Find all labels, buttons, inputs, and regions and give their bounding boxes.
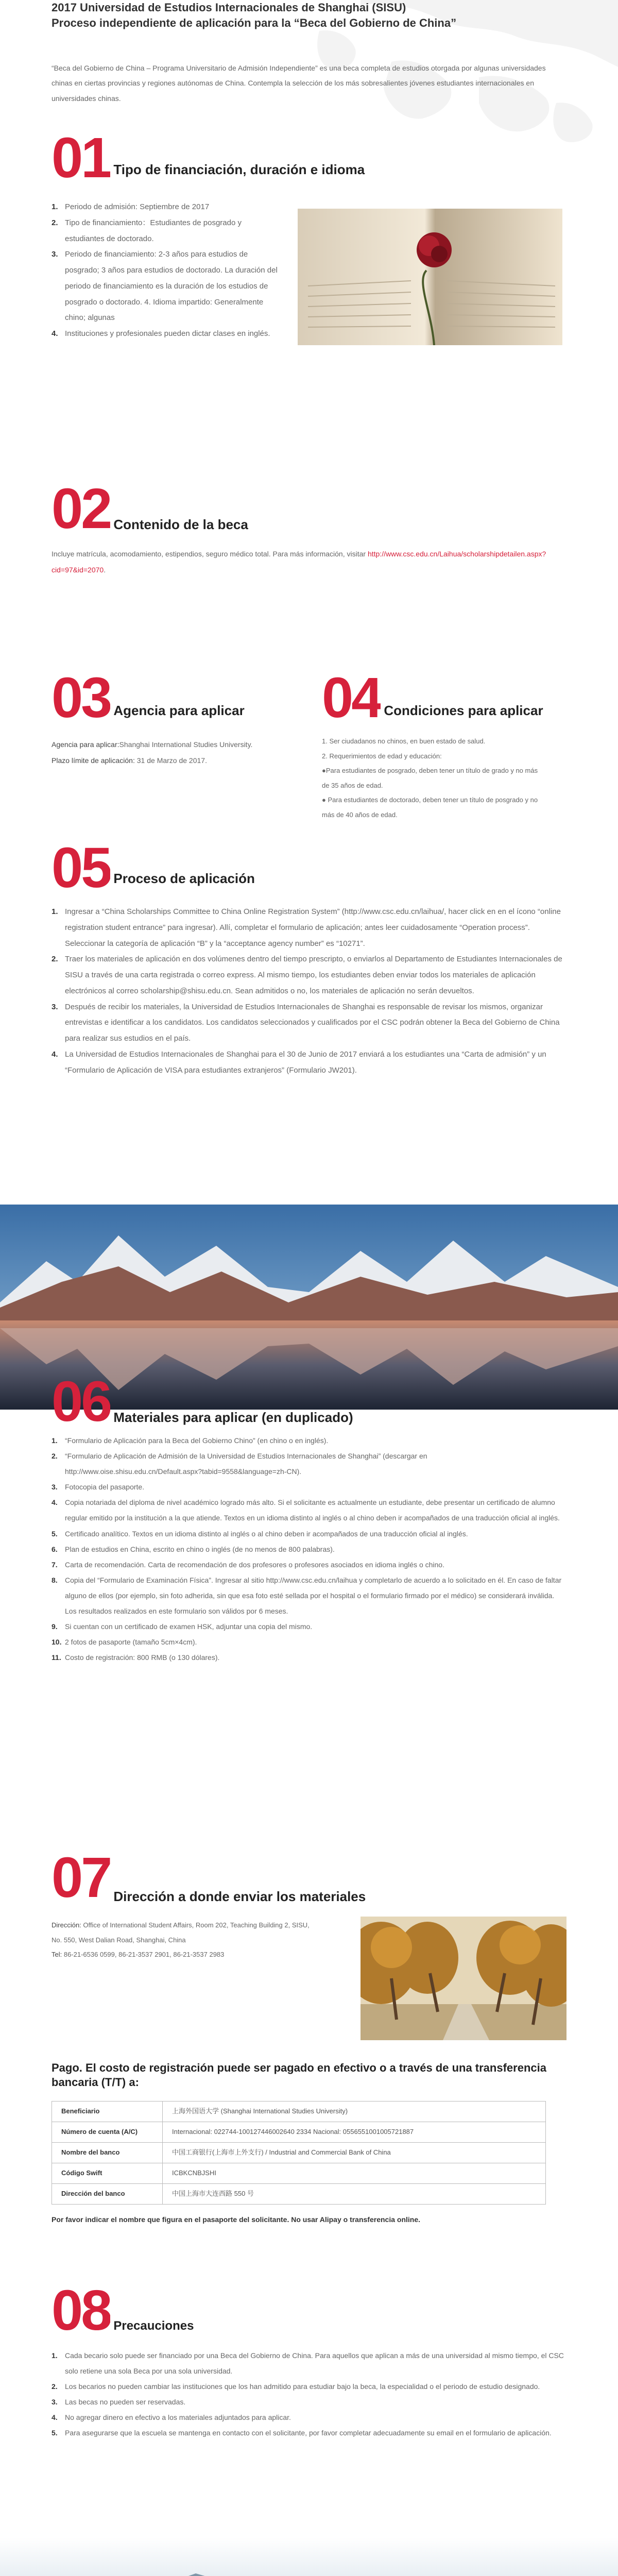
section-title: Dirección a donde enviar los materiales bbox=[113, 1889, 366, 1904]
section-title: Condiciones para aplicar bbox=[384, 703, 543, 718]
list-item: Copia del “Formulario de Examinación Física”. Ingresar al sitio http://www.csc.edu.cn/laihua y completarlo de acuerdo a lo solicitado en él. En caso de faltar alguno de ellos (por ejemplo, sin foto adherida, sin que esa foto esté sellada por el hospital o el formulario firmado por el médico) se considerará inválida. Los resultados realizados en este formulario son válidos por 6 meses. bbox=[65, 1575, 562, 1616]
list-item: Certificado analítico. Textos en un idioma distinto al inglés o al chino deben ir acompañados de una traducción oficial al inglés. bbox=[65, 1529, 468, 1538]
book-rose-image bbox=[298, 209, 562, 345]
condition-line: 2. Requerimientos de edad y educación: bbox=[322, 752, 442, 760]
process-list bbox=[52, 904, 564, 1078]
row-value: Internacional: 022744-100127446002640 2334 Nacional: 0556551001005721887 bbox=[163, 2122, 546, 2143]
section-02 bbox=[52, 486, 566, 578]
list-item: Carta de recomendación. Carta de recomendación de dos profesores o profesores asociados en idioma inglés o chino. bbox=[65, 1560, 444, 1569]
section-05-heading bbox=[52, 845, 566, 894]
funding-list bbox=[52, 199, 278, 342]
section-06 bbox=[52, 1379, 566, 1665]
section-08-heading bbox=[52, 2287, 566, 2336]
section-number: 03 bbox=[52, 675, 111, 724]
list-item: Para asegurarse que la escuela se mantenga en contacto con el solicitante, por favor completar adecuadamente su email en el formulario de aplicación. bbox=[65, 2429, 552, 2437]
section-02-heading bbox=[52, 486, 566, 535]
address-line bbox=[52, 1918, 319, 1947]
content-text-end: . bbox=[104, 565, 106, 574]
section-title: Tipo de financiación, duración e idioma bbox=[113, 162, 365, 177]
row-key: Beneficiario bbox=[52, 2102, 163, 2122]
section-05 bbox=[52, 845, 566, 1078]
table-row bbox=[52, 2122, 546, 2143]
section-title: Agencia para aplicar bbox=[113, 703, 245, 718]
list-item: Instituciones y profesionales pueden dictar clases en inglés. bbox=[65, 329, 270, 338]
conditions-list bbox=[322, 734, 538, 823]
section-number: 08 bbox=[52, 2287, 111, 2336]
tel-label: Tel: bbox=[52, 1951, 62, 1959]
section-07-heading bbox=[52, 1855, 566, 1904]
list-item: Periodo de admisión: Septiembre de 2017 bbox=[65, 202, 210, 211]
bottom-landscape-image bbox=[0, 2537, 618, 2576]
section-number: 01 bbox=[52, 135, 111, 184]
table-row bbox=[52, 2184, 546, 2205]
list-item: Costo de registración: 800 RMB (o 130 dólares). bbox=[65, 1653, 220, 1662]
section-04 bbox=[322, 675, 566, 823]
section-number: 05 bbox=[52, 845, 111, 894]
section-number: 04 bbox=[322, 675, 381, 724]
table-row bbox=[52, 2163, 546, 2184]
precautions-list bbox=[52, 2348, 564, 2441]
deadline-label: Plazo límite de aplicación: bbox=[52, 756, 135, 765]
list-item: Si cuentan con un certificado de examen HSK, adjuntar una copia del mismo. bbox=[65, 1622, 313, 1631]
section-01-heading bbox=[52, 135, 566, 184]
list-item: “Formulario de Aplicación para la Beca del Gobierno Chino” (en chino o en inglés). bbox=[65, 1436, 329, 1445]
section-title: Precauciones bbox=[113, 2319, 194, 2333]
address-label: Dirección: bbox=[52, 1921, 81, 1929]
materials-list bbox=[52, 1433, 564, 1665]
list-item: Después de recibir los materiales, la Universidad de Estudios Internacionales de Shanghai es responsable de revisar los mismos, organizar entrevistas e identificar a los candidatos. Los candidatos seleccionados y cualificados por el CSC podrán obtener la Beca del Gobierno de China para realizar sus estudios en el país. bbox=[65, 1002, 560, 1043]
deadline-line bbox=[52, 753, 309, 769]
agency-value: Shanghai International Studies University. bbox=[119, 740, 253, 749]
list-item: Traer los materiales de aplicación en dos volúmenes dentro del tiempo prescripto, o enviarlos al Departamento de Estudiantes Internacionales de SISU a través de una carta registrada o correo express. Al mismo tiempo, los estudiantes deben enviar todos los materiales de aplicación electrónicos al correo scholarship@shisu.edu.cn. Sean admitidos o no, los materiales de aplicación no serán devueltos. bbox=[65, 955, 562, 995]
row-key: Número de cuenta (A/C) bbox=[52, 2122, 163, 2143]
list-item: Tipo de financiamiento：Estudiantes de posgrado y estudiantes de doctorado. bbox=[65, 218, 242, 243]
agency-label: Agencia para aplicar: bbox=[52, 740, 119, 749]
list-item: “Formulario de Aplicación de Admisión de la Universidad de Estudios Internacionales de Shanghai” (descargar en http://www.oise.shisu.edu.cn/Default.aspx?tabid=9558&language=zh-CN). bbox=[65, 1452, 427, 1476]
list-item: Plan de estudios en China, escrito en chino o inglés (de no menos de 800 palabras). bbox=[65, 1545, 335, 1553]
page-title-line1: 2017 Universidad de Estudios Internacionales de Shanghai (SISU) bbox=[52, 1, 406, 14]
deadline-value: 31 de Marzo de 2017. bbox=[134, 756, 207, 765]
row-value: 中国工商银行(上海市上外支行) / Industrial and Commercial Bank of China bbox=[163, 2143, 546, 2163]
row-value: ICBKCNBJSHI bbox=[163, 2163, 546, 2184]
agency-line bbox=[52, 737, 309, 753]
csc-link[interactable]: http://www.csc.edu.cn/Laihua/scholarshipdetailen.aspx?cid=97&id=2070 bbox=[52, 550, 546, 574]
campus-trees-image bbox=[360, 1917, 566, 2040]
section-06-heading bbox=[52, 1379, 566, 1428]
payment-title: Pago. El costo de registración puede ser pagado en efectivo o a través de una transferencia bancaria (T/T) a: bbox=[52, 2061, 546, 2089]
section-title: Materiales para aplicar (en duplicado) bbox=[113, 1410, 353, 1425]
payment-table bbox=[52, 2101, 546, 2205]
section-03-heading bbox=[52, 675, 309, 724]
section-number: 07 bbox=[52, 1855, 111, 1904]
section-number: 02 bbox=[52, 486, 111, 535]
section-03 bbox=[52, 675, 309, 769]
address-value: Office of International Student Affairs, Room 202, Teaching Building 2, SISU, No. 550, West Dalian Road, Shanghai, China bbox=[52, 1921, 310, 1944]
list-item: Las becas no pueden ser reservadas. bbox=[65, 2398, 186, 2406]
list-item: No agregar dinero en efectivo a los materiales adjuntados para aplicar. bbox=[65, 2413, 291, 2422]
row-key: Dirección del banco bbox=[52, 2184, 163, 2205]
row-value: 上海外国语大学 (Shanghai International Studies University) bbox=[163, 2102, 546, 2122]
payment-section bbox=[52, 2061, 566, 2227]
header bbox=[52, 0, 566, 147]
table-row bbox=[52, 2102, 546, 2122]
section-04-heading bbox=[322, 675, 566, 724]
section-title: Proceso de aplicación bbox=[113, 871, 255, 886]
condition-line: ● Para estudiantes de doctorado, deben tener un título de posgrado y no más de 40 años de edad. bbox=[322, 796, 538, 819]
tel-value: 86-21-6536 0599, 86-21-3537 2901, 86-21-3537 2983 bbox=[62, 1951, 225, 1959]
content-text: Incluye matrícula, acomodamiento, estipendios, seguro médico total. Para más información, visitar bbox=[52, 550, 368, 558]
list-item: Periodo de financiamiento: 2-3 años para estudios de posgrado; 3 años para estudios de doctorado. La duración del periodo de financiamiento es la duración de los estudios de posgrado o doctorado. 4. Idioma impartido: Generalmente chino; algunas bbox=[65, 250, 278, 323]
list-item: Ingresar a “China Scholarships Committee to China Online Registration System” (http://www.csc.edu.cn/laihua/, hacer click en en el ícono “online registration student entrance” para ingresar). Allí, completar el formulario de aplicación; antes leer cuidadosamente “Operation process”. Seleccionar la categoría de aplicación “B” y la “acceptance agency number” es “10271”. bbox=[65, 907, 561, 948]
row-value: 中国上海市大连西路 550 号 bbox=[163, 2184, 546, 2205]
section-08 bbox=[52, 2287, 566, 2441]
table-row bbox=[52, 2143, 546, 2163]
list-item: Fotocopia del pasaporte. bbox=[65, 1483, 145, 1492]
condition-line: ●Para estudiantes de posgrado, deben tener un título de grado y no más de 35 años de edad. bbox=[322, 767, 538, 789]
section-number: 06 bbox=[52, 1379, 111, 1428]
condition-line: 1. Ser ciudadanos no chinos, en buen estado de salud. bbox=[322, 737, 486, 745]
section-title: Contenido de la beca bbox=[113, 517, 248, 532]
row-key: Código Swift bbox=[52, 2163, 163, 2184]
intro-paragraph: “Beca del Gobierno de China – Programa Universitario de Admisión Independiente” es una beca completa de estudios otorgada por algunas universidades chinas en ciertas provincias y regiones autónomas de China. Contempla la selección de los más sobresalientes jóvenes estudiantes internacionales en universidades chinas. bbox=[52, 64, 546, 103]
list-item: Copia notariada del diploma de nivel académico logrado más alto. Si el solicitante es actualmente un estudiante, debe presentar un certificado de alumno regular emitido por la institución a la que atiende. Textos en un idioma distinto al inglés o al chino deben ir acompañados de una traducción oficial al inglés. bbox=[65, 1498, 560, 1522]
scholarship-content-text bbox=[52, 546, 566, 578]
list-item: Cada becario solo puede ser financiado por una Beca del Gobierno de China. Para aquellos que aplican a más de una universidad al mismo tiempo, el CSC solo retiene una sola Beca por una sola universidad. bbox=[65, 2351, 564, 2376]
row-key: Nombre del banco bbox=[52, 2143, 163, 2163]
list-item: La Universidad de Estudios Internacionales de Shanghai para el 30 de Junio de 2017 enviará a los estudiantes una “Carta de admisión” y un “Formulario de Aplicación de VISA para estudiantes extranjeros” (Formulario JW201). bbox=[65, 1049, 546, 1075]
page-title-line2: Proceso independiente de aplicación para la “Beca del Gobierno de China” bbox=[52, 16, 457, 29]
list-item: Los becarios no pueden cambiar las instituciones que los han admitido para estudiar bajo la beca, la especialidad o el periodo de estudio designado. bbox=[65, 2382, 540, 2391]
payment-note: Por favor indicar el nombre que figura en el pasaporte del solicitante. No usar Alipay o transferencia online. bbox=[52, 2215, 420, 2224]
list-item: 2 fotos de pasaporte (tamaño 5cm×4cm). bbox=[65, 1638, 197, 1647]
